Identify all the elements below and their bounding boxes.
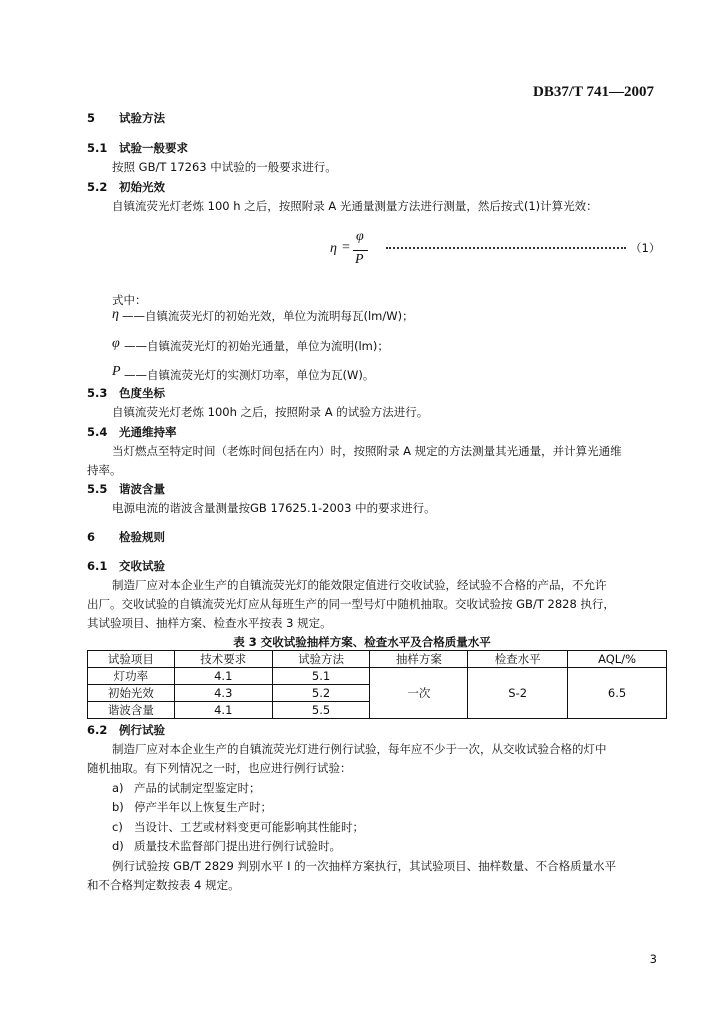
section-5-4-number: 5.4	[87, 425, 108, 439]
table-3-caption: 表 3 交收试验抽样方案、检查水平及合格质量水平	[233, 635, 491, 649]
var-phi-desc: ——自镇流荧光灯的初始光通量，单位为流明(lm)；	[124, 339, 389, 353]
var-phi-symbol: φ	[112, 336, 120, 351]
section-5-4-text-line1: 当灯燃点至特定时间（老炼时间包括在内）时，按照附录 A 规定的方法测量其光通量，并计算光通维	[112, 444, 622, 458]
formula-fraction-bar	[353, 250, 368, 251]
table-cell: 5.2	[272, 685, 370, 702]
list-item: 当设计、工艺或材料变更可能影响其性能时；	[134, 820, 364, 834]
list-item: 质量技术监督部门提出进行例行试验时。	[134, 839, 341, 853]
formula-number: （1）	[630, 241, 661, 255]
section-5-5-number: 5.5	[87, 482, 108, 496]
table-cell-sampling-plan: 一次	[370, 668, 468, 719]
table-header-cell: 抽样方案	[370, 651, 468, 668]
section-6-1-line1: 制造厂应对本企业生产的自镇流荧光灯的能效限定值进行交收试验，经试验不合格的产品，不允许	[112, 578, 607, 592]
table-cell: 初始光效	[88, 685, 175, 702]
section-5-number: 5	[87, 111, 96, 125]
table-cell: 4.1	[174, 702, 272, 719]
list-item: 停产半年以上恢复生产时；	[134, 800, 272, 814]
section-5-2-number: 5.2	[87, 180, 108, 194]
section-6-title: 检验规则	[119, 530, 165, 544]
section-5-1-title: 试验一般要求	[119, 141, 188, 155]
table-header-cell: 技术要求	[174, 651, 272, 668]
section-5-2-title: 初始光效	[119, 180, 165, 194]
section-5-3-title: 色度坐标	[119, 386, 165, 400]
section-6-2-line2: 随机抽取。有下列情况之一时，也应进行例行试验：	[87, 761, 352, 775]
list-item-mark: d)	[112, 839, 124, 853]
section-5-4-title: 光通维持率	[119, 425, 177, 439]
table-cell: 4.1	[174, 668, 272, 685]
table-cell-aql: 6.5	[568, 668, 667, 719]
table-header-cell: 试验项目	[88, 651, 175, 668]
formula-denominator: P	[355, 252, 364, 267]
section-6-2-title: 例行试验	[119, 723, 165, 737]
table-cell: 4.3	[174, 685, 272, 702]
list-item: 产品的试制定型鉴定时；	[134, 781, 261, 795]
section-6-1-number: 6.1	[87, 559, 108, 573]
section-5-1-text: 按照 GB/T 17263 中试验的一般要求进行。	[112, 160, 337, 174]
table-header-row	[88, 651, 667, 668]
page-number: 3	[649, 952, 657, 966]
table-header-cell: AQL/%	[568, 651, 667, 668]
section-5-3-number: 5.3	[87, 386, 108, 400]
formula-leader-dots	[386, 247, 626, 249]
var-p-desc: ——自镇流荧光灯的实测灯功率，单位为瓦(W)。	[124, 368, 375, 382]
formula-numerator: φ	[356, 229, 364, 244]
list-item-mark: c)	[112, 820, 123, 834]
section-6-1-title: 交收试验	[119, 559, 165, 573]
var-eta-desc: ——自镇流荧光灯的初始光效，单位为流明每瓦(lm/W)；	[122, 309, 414, 323]
var-p-symbol: P	[112, 364, 121, 379]
list-item-mark: b)	[112, 800, 124, 814]
table-cell: 灯功率	[88, 668, 175, 685]
table-header-cell: 试验方法	[272, 651, 370, 668]
section-6-2-line4: 和不合格判定数按表 4 规定。	[87, 878, 240, 892]
section-5-4-text-line2: 持率。	[87, 463, 122, 477]
table-3	[87, 650, 667, 719]
section-6-2-number: 6.2	[87, 723, 108, 737]
section-5-title: 试验方法	[119, 111, 165, 125]
document-code: DB37/T 741—2007	[533, 84, 654, 100]
table-cell: 5.5	[272, 702, 370, 719]
section-6-number: 6	[87, 530, 96, 544]
section-6-2-line3: 例行试验按 GB/T 2829 判别水平 I 的一次抽样方案执行，其试验项目、抽样数量、不合格质量水平	[112, 859, 617, 873]
section-5-1-number: 5.1	[87, 141, 108, 155]
formula-equals: =	[342, 240, 350, 255]
table-header-cell: 检查水平	[468, 651, 568, 668]
table-cell: 5.1	[272, 668, 370, 685]
section-5-3-text: 自镇流荧光灯老炼 100h 之后，按照附录 A 的试验方法进行。	[112, 405, 429, 419]
section-5-5-text: 电源电流的谐波含量测量按GB 17625.1-2003 中的要求进行。	[112, 501, 436, 515]
formula-lhs: η	[330, 241, 337, 256]
var-eta-symbol: η	[112, 307, 119, 322]
table-cell-inspection-level: S-2	[468, 668, 568, 719]
table-cell: 谐波含量	[88, 702, 175, 719]
section-5-5-title: 谐波含量	[119, 482, 165, 496]
list-item-mark: a)	[112, 781, 124, 795]
section-6-1-line3: 其试验项目、抽样方案、检查水平按表 3 规定。	[87, 616, 332, 630]
section-5-2-text: 自镇流荧光灯老炼 100 h 之后，按照附录 A 光通量测量方法进行测量，然后按式(1)计算光效：	[112, 199, 598, 213]
where-label: 式中：	[112, 293, 147, 307]
section-6-2-line1: 制造厂应对本企业生产的自镇流荧光灯进行例行试验，每年应不少于一次，从交收试验合格的灯中	[112, 742, 607, 756]
section-6-1-line2: 出厂。交收试验的自镇流荧光灯应从每班生产的同一型号灯中随机抽取。交收试验按 GB/T 2828 执行，	[87, 597, 615, 611]
table-row	[88, 668, 667, 685]
